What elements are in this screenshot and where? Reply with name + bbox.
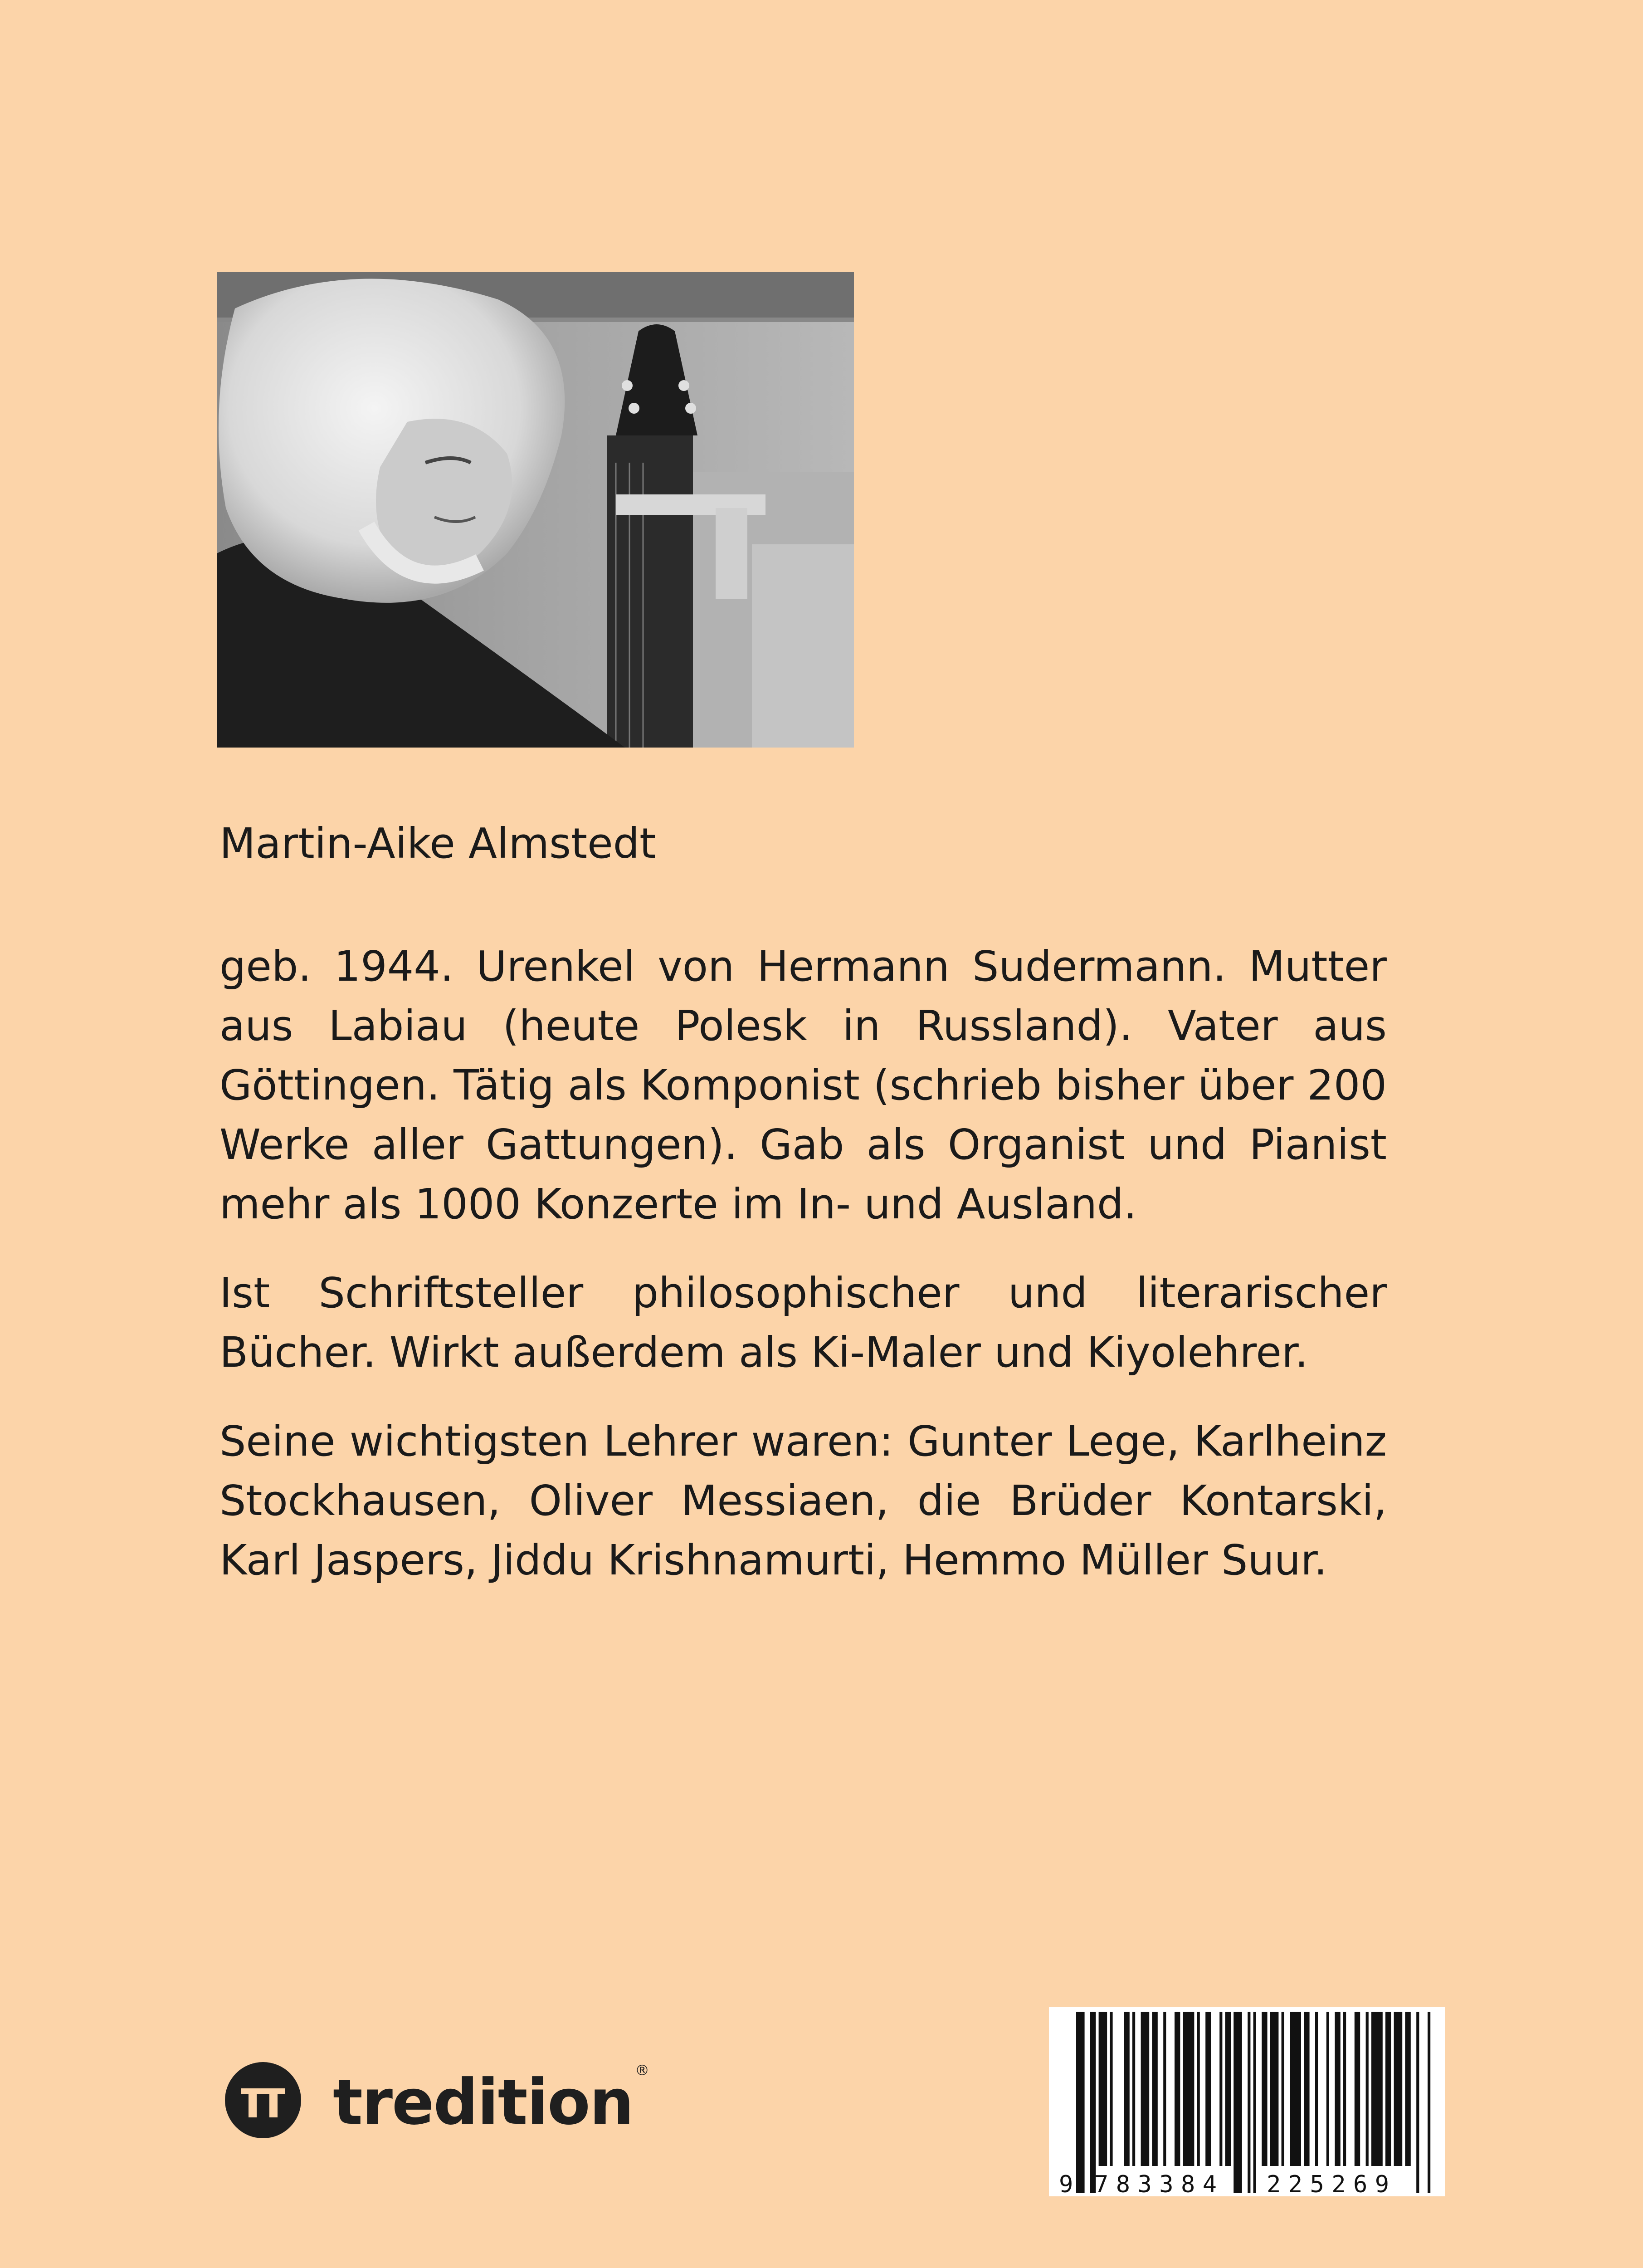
barcode-bar bbox=[1225, 2012, 1231, 2166]
barcode-bar bbox=[1197, 2012, 1200, 2166]
barcode-bar bbox=[1253, 2012, 1256, 2193]
barcode-bar bbox=[1141, 2012, 1150, 2166]
barcode-graphic bbox=[1049, 2007, 1445, 2196]
barcode-bar bbox=[1205, 2012, 1211, 2166]
barcode-bar bbox=[1233, 2012, 1242, 2193]
bio-paragraph: geb. 1944. Urenkel von Hermann Sudermann. Mutter aus Labiau (heute Polesk in Russland). Vater aus Göttingen. Tätig als Komponist (schrieb bisher über 200 Werke aller Gattungen). Gab als Organist und Pianist mehr als 1000 Konzerte im In- und Ausland. bbox=[219, 942, 1387, 1228]
barcode-bar bbox=[1219, 2012, 1222, 2166]
barcode-bar bbox=[1385, 2012, 1391, 2166]
barcode-bar bbox=[1290, 2012, 1301, 2166]
barcode-bar bbox=[1405, 2012, 1410, 2166]
barcode-bar bbox=[1371, 2012, 1383, 2166]
registered-mark: ® bbox=[635, 2062, 649, 2079]
publisher-name: tredition bbox=[333, 2066, 634, 2139]
isbn-barcode bbox=[1049, 2007, 1445, 2196]
tredition-logo-icon bbox=[225, 2062, 301, 2138]
barcode-left-digits: 783384 bbox=[1094, 2171, 1217, 2196]
barcode-bar bbox=[1262, 2012, 1267, 2166]
publisher-logo bbox=[225, 2059, 648, 2141]
barcode-bar bbox=[1248, 2012, 1250, 2193]
author-photo bbox=[217, 272, 854, 748]
barcode-bar bbox=[1175, 2012, 1180, 2166]
barcode-bar bbox=[1394, 2012, 1403, 2166]
bio-paragraph: Ist Schriftsteller philosophischer und literarischer Bücher. Wirkt außerdem als Ki-Maler und Kiyolehrer. bbox=[219, 1269, 1387, 1377]
barcode-bar bbox=[1428, 2012, 1430, 2193]
barcode-right-digits: 225269 bbox=[1267, 2171, 1389, 2196]
barcode-bar bbox=[1132, 2012, 1135, 2166]
barcode-bar bbox=[1124, 2012, 1129, 2166]
barcode-bar bbox=[1090, 2012, 1096, 2193]
barcode-bar bbox=[1152, 2012, 1157, 2166]
barcode-bar bbox=[1304, 2012, 1309, 2166]
barcode-bar bbox=[1282, 2012, 1284, 2166]
bio-paragraph: Seine wichtigsten Lehrer waren: Gunter Lege, Karlheinz Stockhausen, Oliver Messiaen, die Brüder Kontarski, Karl Jaspers, Jiddu Krishnamurti, Hemmo Müller Suur. bbox=[219, 1417, 1387, 1584]
barcode-bar bbox=[1355, 2012, 1360, 2166]
barcode-bar bbox=[1315, 2012, 1318, 2166]
barcode-bar bbox=[1110, 2012, 1112, 2166]
barcode-bar bbox=[1343, 2012, 1346, 2166]
barcode-bar bbox=[1335, 2012, 1340, 2166]
barcode-bar bbox=[1076, 2012, 1085, 2193]
barcode-bar bbox=[1163, 2012, 1166, 2166]
author-name: Martin-Aike Almstedt bbox=[219, 819, 656, 868]
barcode-bar bbox=[1099, 2012, 1107, 2166]
publisher-wordmark bbox=[333, 2059, 648, 2141]
barcode-bar bbox=[1326, 2012, 1329, 2166]
barcode-bar bbox=[1270, 2012, 1279, 2166]
author-biography bbox=[219, 937, 1387, 1619]
barcode-bar bbox=[1183, 2012, 1194, 2166]
barcode-prefix: 9 bbox=[1059, 2171, 1073, 2196]
barcode-bar bbox=[1416, 2012, 1419, 2193]
author-photo-image bbox=[217, 272, 854, 748]
barcode-bar bbox=[1366, 2012, 1369, 2166]
